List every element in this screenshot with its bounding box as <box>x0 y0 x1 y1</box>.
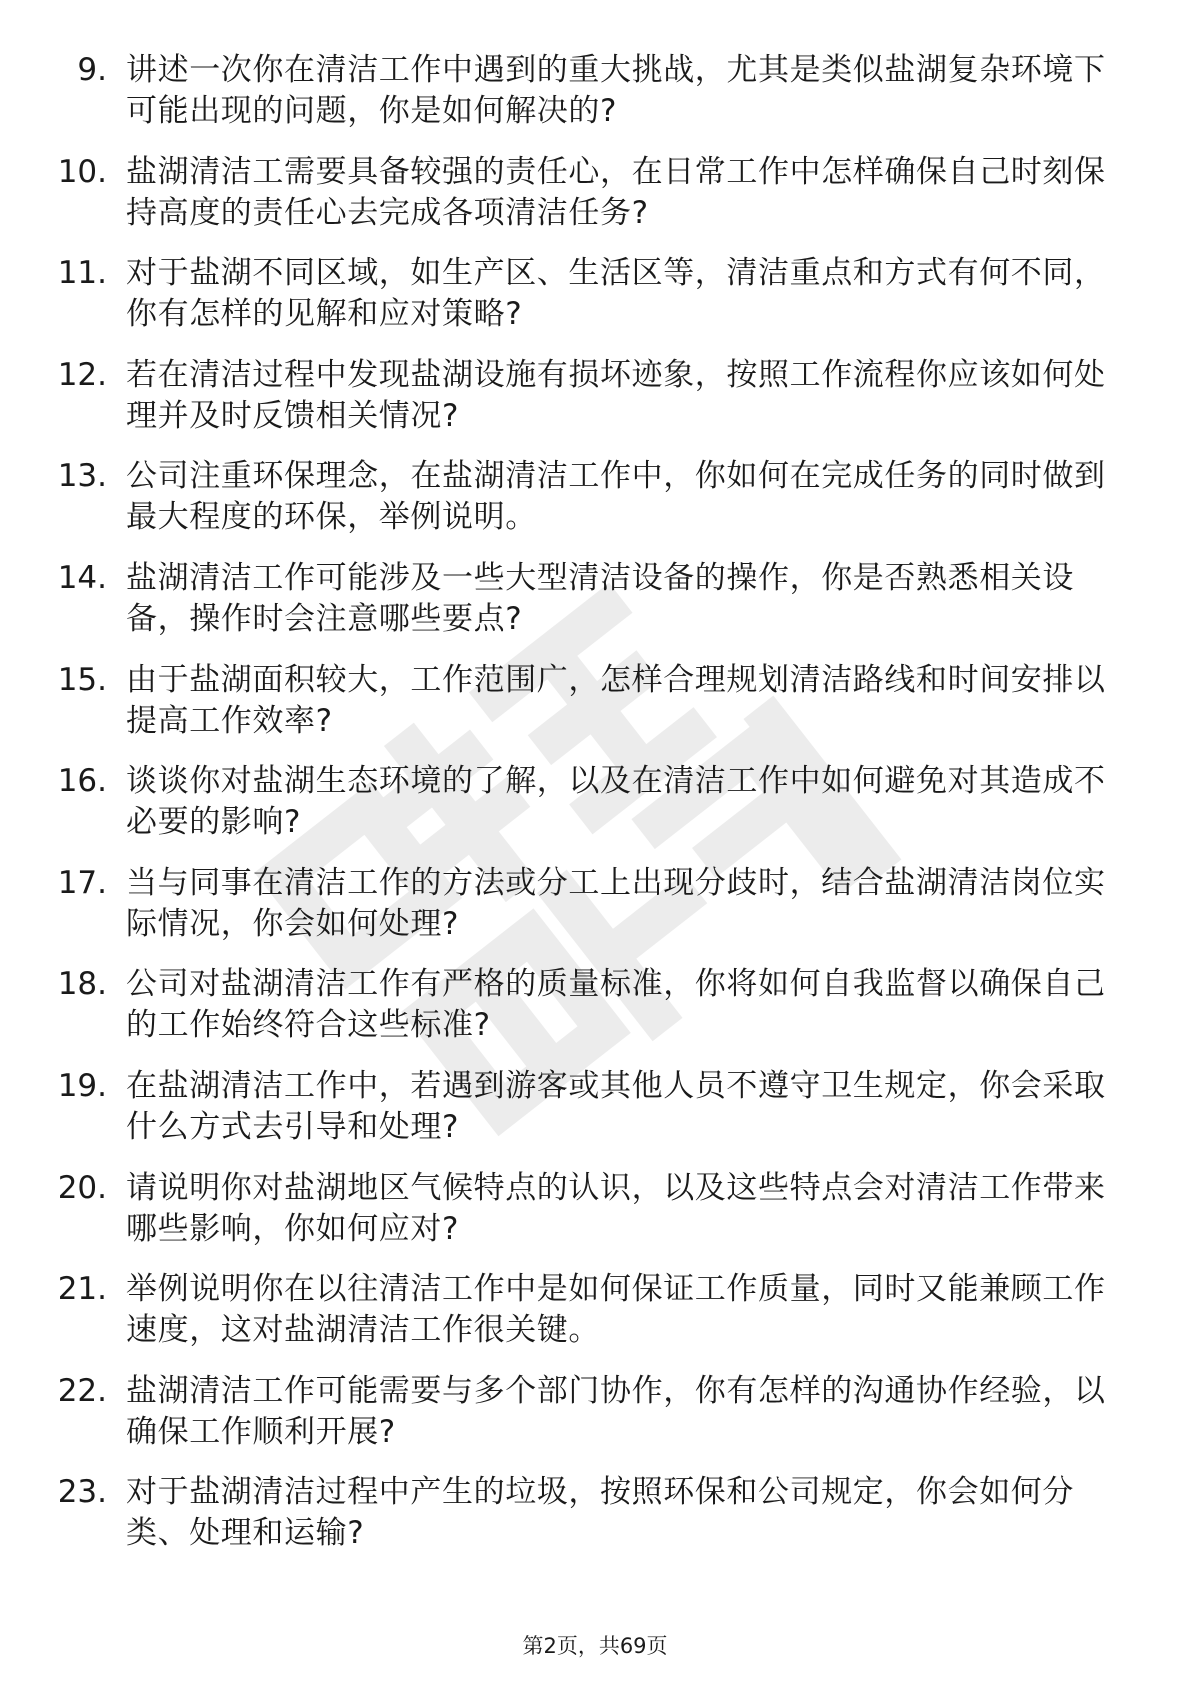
question-text: 在盐湖清洁工作中，若遇到游客或其他人员不遵守卫生规定，你会采取什么方式去引导和处理? <box>126 1067 1106 1145</box>
question-number: 18. <box>57 966 107 1003</box>
question-item <box>0 1269 1190 1371</box>
question-number: 9. <box>77 52 107 88</box>
question-text: 谈谈你对盐湖生态环境的了解，以及在清洁工作中如何避免对其造成不必要的影响? <box>126 763 1106 841</box>
question-text: 当与同事在清洁工作的方法或分工上出现分歧时，结合盐湖清洁岗位实际情况，你会如何处理? <box>126 864 1106 942</box>
question-text: 公司注重环保理念，在盐湖清洁工作中，你如何在完成任务的同时做到最大程度的环保，举例说明。 <box>126 458 1106 536</box>
question-item <box>0 355 1190 457</box>
page-indicator: 第2页，共69页 <box>522 1634 668 1658</box>
question-number: 10. <box>57 153 107 190</box>
question-item <box>0 1472 1190 1574</box>
question-number: 14. <box>57 559 107 596</box>
question-text: 盐湖清洁工作可能需要与多个部门协作，你有怎样的沟通协作经验，以确保工作顺利开展? <box>126 1372 1106 1450</box>
question-text: 盐湖清洁工作可能涉及一些大型清洁设备的操作，你是否熟悉相关设备，操作时会注意哪些要点? <box>126 559 1074 637</box>
question-item <box>0 253 1190 355</box>
question-text: 盐湖清洁工需要具备较强的责任心，在日常工作中怎样确保自己时刻保持高度的责任心去完成各项清洁任务? <box>126 153 1106 231</box>
question-number: 12. <box>57 356 107 393</box>
question-number: 13. <box>57 458 107 495</box>
question-item <box>0 152 1190 254</box>
question-text: 对于盐湖不同区域，如生产区、生活区等，清洁重点和方式有何不同，你有怎样的见解和应对策略? <box>126 255 1106 333</box>
question-item <box>0 1371 1190 1473</box>
question-number: 22. <box>57 1372 107 1409</box>
question-number: 23. <box>57 1474 107 1511</box>
question-number: 16. <box>57 763 107 800</box>
question-number: 15. <box>57 661 107 698</box>
question-number: 11. <box>57 255 107 292</box>
question-item <box>0 660 1190 762</box>
question-number: 19. <box>57 1067 107 1104</box>
question-number: 17. <box>57 864 107 901</box>
question-text: 由于盐湖面积较大，工作范围广，怎样合理规划清洁路线和时间安排以提高工作效率? <box>126 661 1106 739</box>
question-text: 讲述一次你在清洁工作中遇到的重大挑战，尤其是类似盐湖复杂环境下可能出现的问题，你是如何解决的? <box>126 52 1106 129</box>
question-item <box>0 50 1190 152</box>
question-item <box>0 863 1190 965</box>
question-item <box>0 558 1190 660</box>
question-item <box>0 1066 1190 1168</box>
question-item <box>0 456 1190 558</box>
question-number: 20. <box>57 1169 107 1206</box>
question-text: 若在清洁过程中发现盐湖设施有损坏迹象，按照工作流程你应该如何处理并及时反馈相关情况? <box>126 356 1106 434</box>
question-item <box>0 1168 1190 1270</box>
question-item <box>0 761 1190 863</box>
question-number: 21. <box>57 1271 107 1308</box>
question-text: 公司对盐湖清洁工作有严格的质量标准，你将如何自我监督以确保自己的工作始终符合这些标准? <box>126 966 1106 1044</box>
question-item <box>0 964 1190 1066</box>
question-list <box>0 50 1190 1574</box>
question-text: 对于盐湖清洁过程中产生的垃圾，按照环保和公司规定，你会如何分类、处理和运输? <box>126 1474 1074 1552</box>
question-text: 举例说明你在以往清洁工作中是如何保证工作质量，同时又能兼顾工作速度，这对盐湖清洁工作很关键。 <box>126 1271 1106 1349</box>
question-text: 请说明你对盐湖地区气候特点的认识，以及这些特点会对清洁工作带来哪些影响，你如何应对? <box>126 1169 1106 1247</box>
